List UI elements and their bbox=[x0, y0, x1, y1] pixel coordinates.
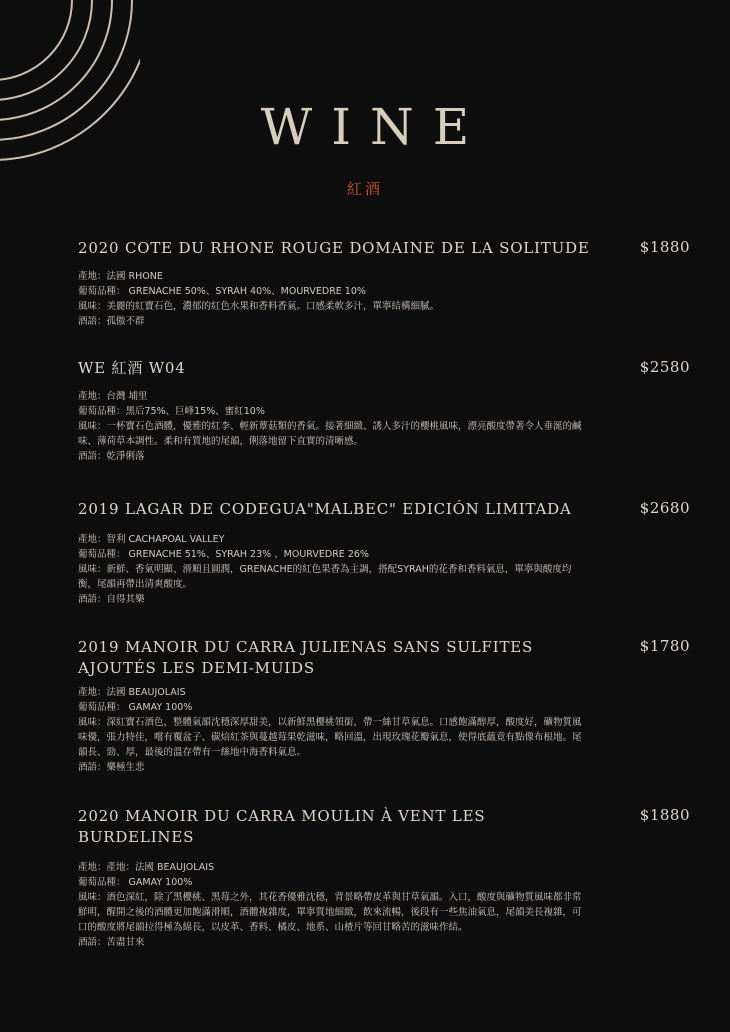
page-subtitle: 紅酒 bbox=[346, 180, 383, 198]
wine-origin: 產地：法國 BEAUJOLAIS bbox=[78, 687, 186, 698]
wine-name: 2019 LAGAR DE CODEGUA"MALBEC" EDICIÓN LIMITADA bbox=[78, 500, 572, 518]
wine-price: $1880 bbox=[639, 238, 690, 256]
wine-name: WE 紅酒 W04 bbox=[78, 359, 186, 377]
wine-name: 2019 MANOIR DU CARRA JULIENAS SANS SULFITES AJOUTÉS LES DEMI-MUIDS bbox=[78, 638, 534, 677]
page-title: WINE bbox=[260, 98, 489, 156]
wine-flavor: 風味：深紅寶石酒色，整體氣韻沈穩深厚甜美，以新鮮黑櫻桃領銜，帶一絲甘草氣息。口感飽滿醇厚，酸度好，礦物質風味優，張力特佳，嚐有覆盆子、碳焙紅茶與蔓越莓果乾滋味，略回溫，出現玫瑰花瓣氣息，使得底蘊竟有點像布根地。尾韻長、勁、厚，最後的溫存帶有一絲地中海香料氣息。 bbox=[78, 717, 582, 758]
wine-origin: 產地：智利 CACHAPOAL VALLEY bbox=[78, 534, 225, 545]
wine-flavor: 風味：美麗的紅寶石色，濃郁的紅色水果和香料香氣。口感柔軟多汁，單寧結構細膩。 bbox=[78, 301, 440, 312]
wine-flavor: 風味：一杯寶石色酒體，優雅的紅李、輕新蕈菇類的香氣。接著細緻、誘人多汁的櫻桃風味，漂亮酸度帶著令人垂涎的鹹味、薄荷草本調性。柔和有質地的尾韻，俐落地留下直實的清晰感。 bbox=[78, 421, 582, 447]
wine-motto: 酒語：苦盡甘來 bbox=[78, 937, 145, 948]
wine-origin: 產地：產地：法國 BEAUJOLAIS bbox=[78, 862, 215, 873]
wine-motto: 酒語：樂極生悲 bbox=[78, 762, 145, 773]
wine-grapes: 葡萄品種：黑后75%、巨峰15%、蜜紅10% bbox=[78, 406, 265, 417]
wine-price: $1880 bbox=[639, 806, 690, 824]
wine-flavor: 風味：酒色深紅，除了黑櫻桃、黑莓之外，其花香優雅沈穩，背景略帶皮革與甘草氣韻。入口，酸度與礦物質風味都非常鮮明，醒開之後的酒體更加飽滿滑順，酒體複雜度，單寧質地細緻，飲來流暢，後段有一些焦油氣息，尾韻美長複雜，可口的酸度將尾韻拉得極為綿長，以皮革、香料、橘皮、地系、山楂片等回甘略苦的滋味作結。 bbox=[78, 892, 582, 933]
wine-item bbox=[78, 238, 690, 329]
wine-motto: 酒語：乾淨俐落 bbox=[78, 451, 145, 462]
wine-origin: 產地：法國 RHONE bbox=[78, 271, 163, 282]
wine-price: $2580 bbox=[639, 358, 690, 376]
wine-item bbox=[78, 499, 690, 607]
wine-flavor: 風味：新鮮、香氣明顯、滑順且圓潤，GRENACHE的紅色果香為主調，搭配SYRAH的花香和香料氣息，單寧與酸度均衡，尾韻再帶出清爽酸度。 bbox=[78, 564, 572, 590]
wine-grapes: 葡萄品種： GRENACHE 50%、SYRAH 40%、MOURVEDRE 10% bbox=[78, 286, 366, 297]
wine-item bbox=[78, 358, 690, 464]
wine-item bbox=[78, 806, 690, 950]
wine-name: 2020 COTE DU RHONE ROUGE DOMAINE DE LA SOLITUDE bbox=[78, 239, 590, 257]
wine-price: $2680 bbox=[639, 499, 690, 517]
wine-item bbox=[78, 637, 690, 775]
wine-price: $1780 bbox=[639, 637, 690, 655]
wine-motto: 酒語：自得其樂 bbox=[78, 594, 145, 605]
wine-grapes: 葡萄品種： GAMAY 100% bbox=[78, 877, 193, 888]
wine-grapes: 葡萄品種： GAMAY 100% bbox=[78, 702, 193, 713]
wine-motto: 酒語：孤傲不群 bbox=[78, 316, 145, 327]
wine-origin: 產地：台灣 埔里 bbox=[78, 391, 148, 402]
wine-name: 2020 MANOIR DU CARRA MOULIN À VENT LES BURDELINES bbox=[78, 807, 486, 846]
wine-grapes: 葡萄品種： GRENACHE 51%、SYRAH 23% 、MOURVEDRE 26% bbox=[78, 549, 369, 560]
